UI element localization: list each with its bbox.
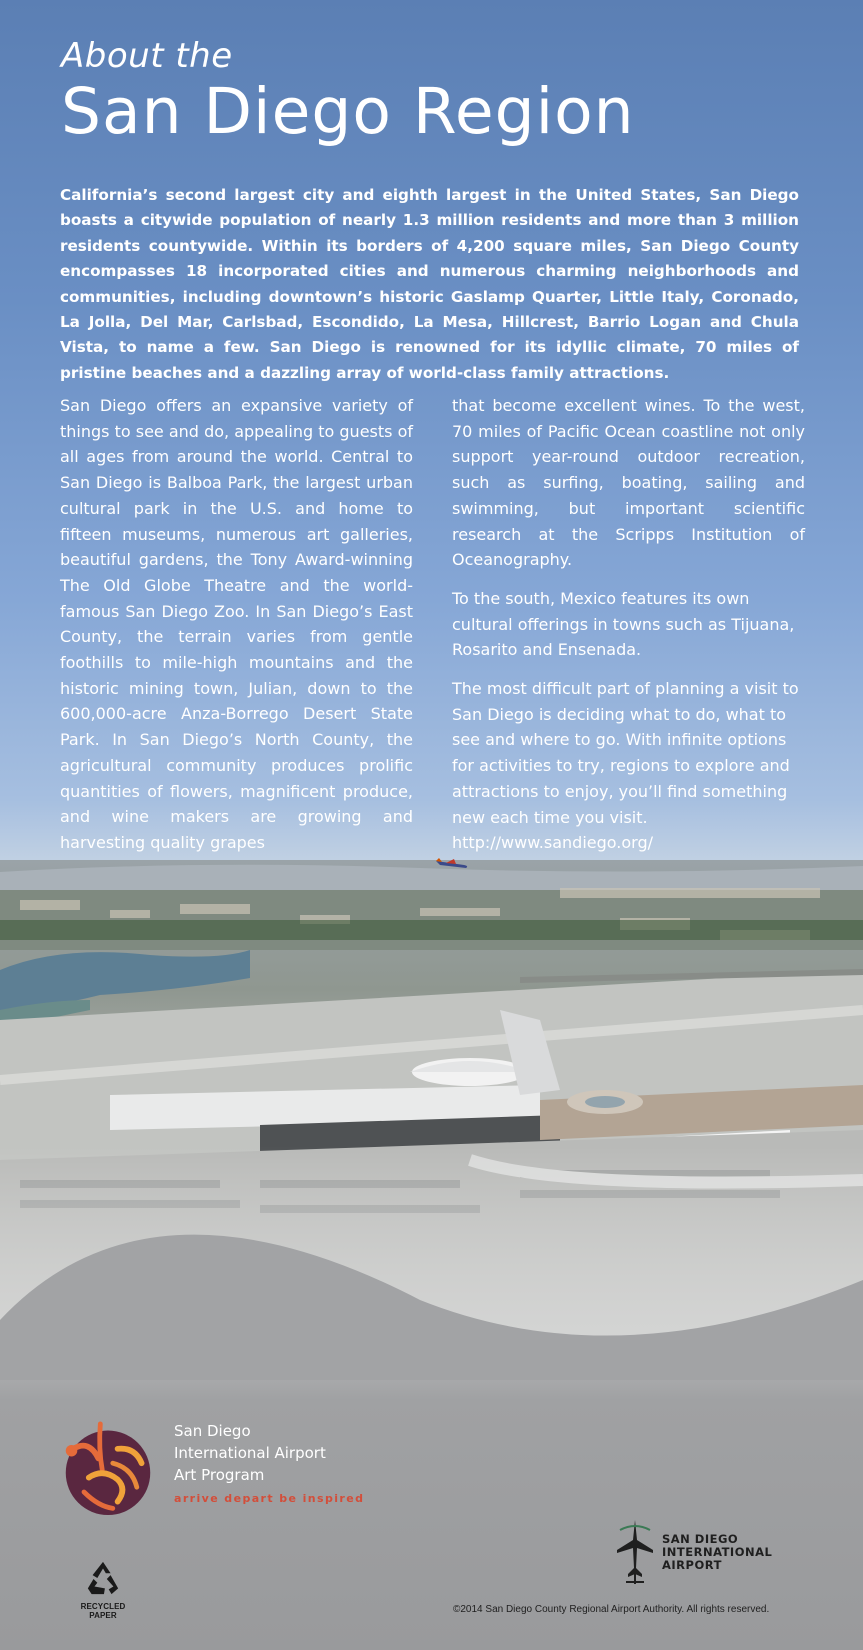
website-link[interactable]: http://www.sandiego.org/ [452, 833, 653, 853]
recycled-paper-block [68, 1560, 138, 1620]
airport-name-line-3: AIRPORT [662, 1557, 722, 1572]
airport-logo-icon [616, 1520, 654, 1584]
column-2-paragraph-3-text: The most difficult part of planning a visit to San Diego is deciding what to do, what to see and where to go. With infinite options for activities to try, regions to explore and attractions to enjoy, you’ll find something new each time you visit. [452, 679, 799, 827]
art-program-line-2: International Airport [174, 1444, 326, 1462]
airport-name [662, 1533, 772, 1572]
aerial-airport-photo [0, 860, 863, 1380]
art-program-logo-icon [60, 1420, 156, 1516]
intro-paragraph: California’s second largest city and eighth largest in the United States, San Diego boasts a citywide population of nearly 1.3 million residents and more than 3 million residents countywide. Within its borders of 4,200 square miles, San Diego County encompasses 18 incorporated cities and numerous charming neighborhoods and communities, including downtown’s historic Gaslamp Quarter, Little Italy, Coronado, La Jolla, Del Mar, Carlsbad, Escondido, La Mesa, Hillcrest, Barrio Logan and Chula Vista, to name a few. San Diego is renowned for its idyllic climate, 70 miles of pristine beaches and a dazzling array of world-class family attractions. [60, 186, 799, 382]
copyright-text: ©2014 San Diego County Regional Airport Authority. All rights reserved. [453, 1604, 770, 1615]
airport-logo-block [616, 1520, 772, 1584]
art-program-line-3: Art Program [174, 1466, 265, 1484]
art-program-text [174, 1420, 364, 1510]
airport-name-line-2: INTERNATIONAL [662, 1544, 773, 1559]
recycle-icon [84, 1560, 122, 1596]
title-line-1: About the [61, 36, 233, 76]
body-columns [60, 393, 805, 869]
column-2-paragraph-2: To the south, Mexico features its own cultural offerings in towns such as Tijuana, Rosarito and Ensenada. [452, 588, 795, 660]
art-program-block [60, 1420, 364, 1516]
column-2-paragraph-1: that become excellent wines. To the west, 70 miles of Pacific Ocean coastline not only support year-round outdoor recreation, such as surfing, boating, sailing and swimming, but important scientific research at the Scripps Institution of Oceanography. [452, 396, 805, 570]
art-program-line-1: San Diego [174, 1422, 251, 1440]
column-1 [60, 393, 413, 869]
title-line-2: San Diego Region [61, 75, 635, 148]
column-2-paragraph-3 [452, 676, 805, 856]
column-1-paragraph: San Diego offers an expansive variety of things to see and do, appealing to guests of all ages from around the world. Central to San Diego is Balboa Park, the largest urban cultural park in the U.S. and home to fifteen museums, numerous art galleries, beautiful gardens, the Tony Award-winning The Old Globe Theatre and the world-famous San Diego Zoo. In San Diego’s East County, the terrain varies from gentle foothills to mile-high mountains and the historic mining town, Julian, down to the 600,000-acre Anza-Borrego Desert State Park. In San Diego’s North County, the agricultural community produces prolific quantities of flowers, magnificent produce, and wine makers are growing and harvesting quality grapes [60, 396, 413, 852]
column-2 [452, 393, 805, 869]
airplane-icon [436, 858, 470, 870]
airport-name-line-1: SAN DIEGO [662, 1531, 739, 1546]
art-program-tagline: arrive depart be inspired [174, 1492, 365, 1505]
recycled-paper-label: RECYCLED PAPER [80, 1602, 126, 1620]
page-title [61, 34, 821, 148]
